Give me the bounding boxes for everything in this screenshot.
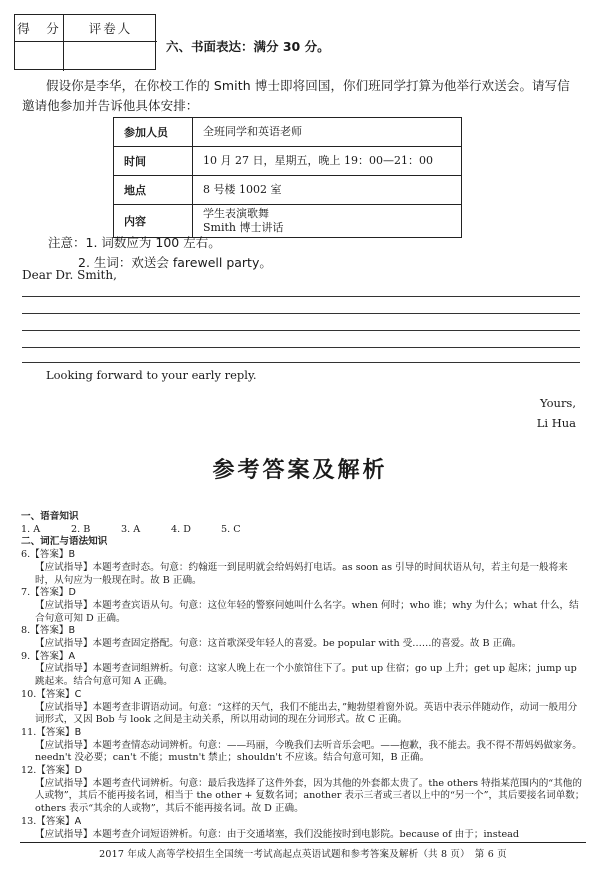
part2-heading: 二、词汇与语法知识: [21, 536, 108, 548]
item-guide: 【应试指导】本题考查词组辨析。句意：这家人晚上在一个小旅馆住下了。put up 住宿；go up 上升；get up 起床；jump up 跳起来。结合句意可知 A 正确。: [35, 663, 577, 688]
grader-cell: [64, 42, 157, 71]
writing-line: [22, 347, 580, 348]
arrangement-table: [113, 117, 462, 238]
item-answer: 【答案】C: [36, 688, 82, 700]
answer-title: 参考答案及解析: [212, 458, 388, 483]
item-guide: 【应试指导】本题考查非谓语动词。句意：“这样的天气，我们不能出去，”鲍勃望着窗外说。英语中表示伴随动作，动词一般用分词形式，又因 Bob 与 look 之间是主动关系，所以用动词的现在分词形式。故 C 正确。: [35, 701, 578, 726]
letter-greeting: Dear Dr. Smith,: [22, 268, 117, 282]
item-answer: 【答案】A: [36, 815, 82, 827]
part1-heading: 一、语音知识: [21, 511, 79, 522]
table-row: [114, 147, 462, 176]
table-key: 参加人员: [114, 118, 193, 147]
letter-sign-off: [537, 393, 576, 433]
item-guide: 【应试指导】本题考查代词辨析。句意：最后我选择了这件外套，因为其他的外套都太贵了。the others 特指某范围内的“其他的人或物”，其后不能再接名词，相当于 the other + 复数名词；another 表示三者或三者以上中的“另一个”，其后要接名词单数；others 表示“其余的人或物”，其后不能再接名词。故 D 正确。: [35, 777, 585, 815]
item-number: 8.: [21, 625, 31, 637]
answer-item: [21, 549, 586, 587]
item-answer: 【答案】B: [36, 726, 82, 738]
sign-off: Yours,: [540, 396, 576, 410]
score-box: [14, 14, 156, 70]
answer-key: [21, 511, 586, 841]
item-number: 13.: [21, 815, 37, 827]
choice: 2. B: [71, 523, 91, 535]
item-number: 7.: [21, 587, 31, 599]
choice: 4. D: [171, 523, 191, 535]
item-answer: 【答案】D: [36, 765, 83, 777]
note-line: 注意：1. 词数应为 100 左右。: [48, 235, 221, 250]
item-guide: 【应试指导】本题考查固定搭配。句意：这首歌深受年轻人的喜爱。be popular with 受……的喜爱。故 B 正确。: [35, 638, 522, 650]
note-line: 2. 生词：欢送会 farewell party。: [78, 255, 272, 270]
item-number: 11.: [21, 726, 37, 738]
table-value-line: 学生表演歌舞: [203, 207, 269, 220]
section-title: 六、书面表达：满分 30 分。: [166, 39, 330, 54]
page-footer: 2017 年成人高等学校招生全国统一考试高起点英语试题和参考答案及解析（共 8 页） 第 6 页: [20, 842, 586, 860]
score-label: 得 分: [15, 15, 64, 42]
task-prompt: 假设你是李华，在你校工作的 Smith 博士即将回国，你们班同学打算为他举行欢送会。请写信邀请他参加并告诉他具体安排：: [22, 78, 570, 113]
writing-line: [22, 313, 580, 314]
answer-item: [21, 651, 586, 689]
table-value: 8 号楼 1002 室: [193, 176, 462, 205]
table-key: 时间: [114, 147, 193, 176]
part1-choices: [21, 524, 586, 537]
answer-item: [21, 689, 586, 727]
table-key: 地点: [114, 176, 193, 205]
table-key: 内容: [114, 205, 193, 238]
item-answer: 【答案】D: [30, 587, 76, 599]
letter-closing-line: Looking forward to your early reply.: [46, 368, 257, 382]
table-row: [114, 118, 462, 147]
item-guide: 【应试指导】本题考查介词短语辨析。句意：由于交通堵塞，我们没能按时到电影院。because of 由于；instead: [35, 828, 520, 840]
item-answer: 【答案】A: [30, 650, 76, 662]
answer-item: [21, 765, 586, 816]
item-guide: 【应试指导】本题考查宾语从句。句意：这位年轻的警察问她叫什么名字。when 何时；who 谁；why 为什么；what 什么，结合句意可知 D 正确。: [35, 599, 579, 624]
writing-line: [22, 362, 580, 363]
item-guide: 【应试指导】本题考查情态动词辨析。句意：——玛丽，今晚我们去听音乐会吧。——抱歉，我不能去。我不得不帮妈妈做家务。needn't 没必要；can't 不能；mustn't 禁止；shouldn't 不应该。结合句意可知，B 正确。: [35, 739, 582, 764]
table-value-line: Smith 博士讲话: [203, 221, 284, 234]
item-number: 9.: [21, 650, 31, 662]
item-number: 6.: [21, 549, 31, 561]
answer-item: [21, 625, 586, 650]
grader-label: 评卷人: [64, 15, 157, 42]
item-number: 10.: [21, 688, 37, 700]
writing-line: [22, 296, 580, 297]
choice: 3. A: [121, 523, 141, 535]
item-guide: 【应试指导】本题考查时态。句意：约翰逛一到昆明就会给妈妈打电话。as soon as 引导的时间状语从句，若主句是一般将来时，从句应为一般现在时。故 B 正确。: [35, 561, 568, 586]
answer-item: [21, 816, 586, 841]
choice: 1. A: [21, 523, 41, 535]
table-value: 全班同学和英语老师: [193, 118, 462, 147]
choice: 5. C: [221, 523, 241, 535]
notes: [48, 233, 272, 273]
item-answer: 【答案】B: [30, 625, 76, 637]
item-number: 12.: [21, 765, 37, 777]
answer-item: [21, 727, 586, 765]
writing-line: [22, 330, 580, 331]
score-cell: [15, 42, 64, 71]
answer-item: [21, 587, 586, 625]
table-row: [114, 176, 462, 205]
item-answer: 【答案】B: [30, 549, 76, 561]
table-value: 10 月 27 日，星期五，晚上 19：00—21：00: [193, 147, 462, 176]
signature: Li Hua: [536, 416, 576, 430]
